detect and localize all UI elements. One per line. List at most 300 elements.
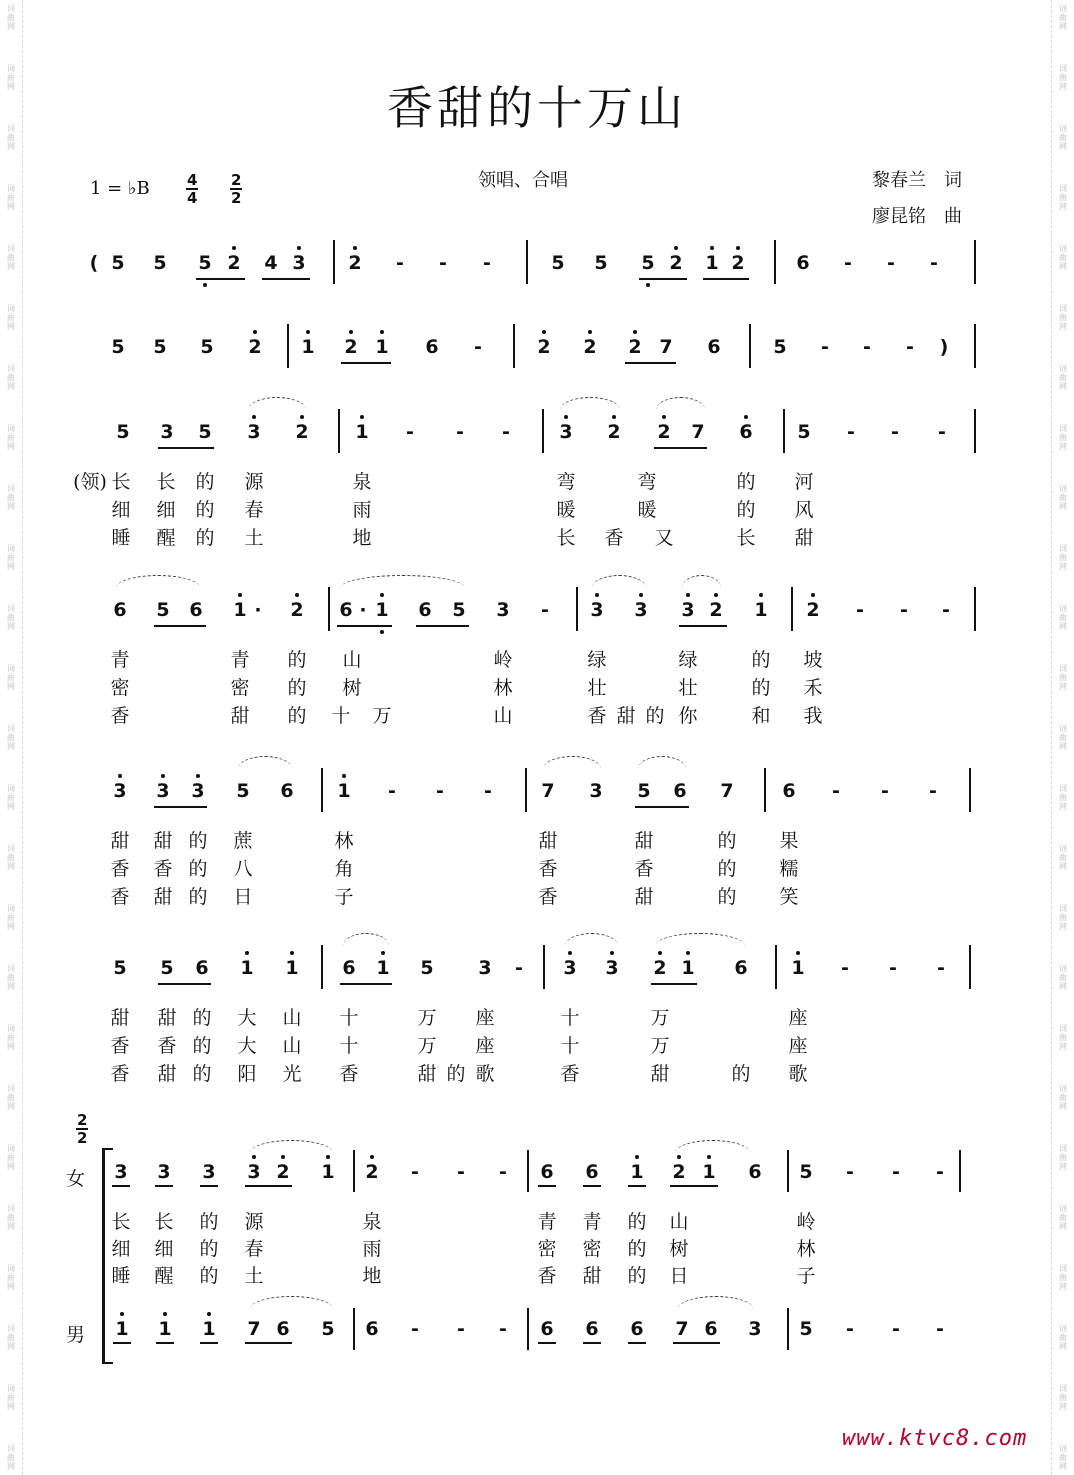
jianpu-note: · (359, 599, 367, 621)
jianpu-note: 6 (540, 1318, 554, 1340)
beam-underline (583, 1185, 601, 1187)
jianpu-note: 1 (681, 957, 695, 979)
side-watermark-text: 词 曲 网 (7, 4, 15, 31)
jianpu-note: 2 (657, 421, 671, 443)
octave-dot-above (639, 593, 643, 597)
jianpu-note: 6 (585, 1161, 599, 1183)
side-watermark-text: 词 曲 网 (7, 364, 15, 391)
jianpu-note: 5 (153, 336, 167, 358)
jianpu-note: - (889, 957, 897, 979)
bar-line (749, 324, 751, 368)
side-watermark-text: 词 曲 网 (7, 544, 15, 571)
lyric-char: 香 (634, 858, 654, 880)
beam-underline (158, 447, 214, 449)
octave-dot-above (610, 951, 614, 955)
side-watermark-text: 词 曲 网 (1059, 964, 1067, 991)
jianpu-note: 6 (796, 252, 810, 274)
octave-dot-above (588, 330, 592, 334)
octave-dot-above (714, 593, 718, 597)
lyric-char: 睡 (111, 527, 131, 549)
lyric-char: 春 (244, 499, 264, 521)
bar-line (787, 1150, 789, 1192)
octave-dot-above (736, 246, 740, 250)
lyric-char: 甜 (616, 705, 636, 727)
lyric-char: 香 (538, 886, 558, 908)
lyric-char: 青 (110, 649, 130, 671)
jianpu-note: 2 (653, 957, 667, 979)
jianpu-note: 6 (280, 780, 294, 802)
jianpu-note: 2 (607, 421, 621, 443)
lyric-char: 日 (233, 886, 253, 908)
jianpu-note: 2 (806, 599, 820, 621)
side-watermark-text: 词 曲 网 (7, 1324, 15, 1351)
jianpu-note: - (457, 1161, 465, 1183)
beam-underline (155, 1185, 173, 1187)
jianpu-note: 3 (748, 1318, 762, 1340)
jianpu-note: 6 (339, 599, 353, 621)
octave-dot-above (568, 951, 572, 955)
lyric-char: 大 (237, 1007, 257, 1029)
jianpu-note: 6 (365, 1318, 379, 1340)
jianpu-note: - (411, 1161, 419, 1183)
jianpu-note: 1 (375, 336, 389, 358)
jianpu-note: 7 (659, 336, 673, 358)
lyric-char: 的 (287, 677, 307, 699)
lyric-char: 香 (604, 527, 624, 549)
lyric-char: 十 (560, 1035, 580, 1057)
jianpu-note: - (891, 421, 899, 443)
lyric-char: 山 (282, 1035, 302, 1057)
octave-dot-above (662, 415, 666, 419)
beam-underline (262, 278, 310, 280)
bar-line (542, 409, 544, 453)
lyric-char: 甜 (157, 1063, 177, 1085)
bar-line (543, 945, 545, 989)
jianpu-note: - (439, 252, 447, 274)
lyric-char: 密 (537, 1238, 557, 1260)
bar-line (974, 409, 976, 453)
jianpu-note: 6 (585, 1318, 599, 1340)
side-watermark-text: 词 曲 网 (1059, 364, 1067, 391)
octave-dot-above (380, 593, 384, 597)
bar-line (525, 768, 527, 812)
lyric-char: 山 (342, 649, 362, 671)
side-watermark-text: 词 曲 网 (7, 904, 15, 931)
octave-dot-above (349, 330, 353, 334)
beam-underline (196, 278, 245, 280)
octave-dot-below (380, 630, 384, 634)
jianpu-note: 5 (156, 599, 170, 621)
jianpu-note: 1 (702, 1161, 716, 1183)
side-watermark-text: 词 曲 网 (1059, 664, 1067, 691)
jianpu-note: - (906, 336, 914, 358)
jianpu-note: 7 (720, 780, 734, 802)
lyric-char: 的 (627, 1265, 647, 1287)
jianpu-note: 5 (452, 599, 466, 621)
octave-dot-above (207, 1312, 211, 1316)
jianpu-note: · (254, 599, 262, 621)
octave-dot-above (370, 1155, 374, 1159)
octave-dot-above (707, 1155, 711, 1159)
lyric-char: 角 (334, 858, 354, 880)
lyric-char: 万 (650, 1007, 670, 1029)
octave-dot-above (120, 1312, 124, 1316)
lyric-char: 暖 (637, 499, 657, 521)
beam-underline (200, 1342, 218, 1344)
beam-underline (538, 1185, 556, 1187)
side-watermark-text: 词 曲 网 (7, 784, 15, 811)
jianpu-note: 4 (264, 252, 278, 274)
octave-dot-above (635, 1155, 639, 1159)
lyric-char: (领) (73, 471, 107, 493)
jianpu-note: 2 (709, 599, 723, 621)
bar-line (338, 409, 340, 453)
bar-line (787, 1308, 789, 1350)
lyric-char: 壮 (587, 677, 607, 699)
lyric-char: 歌 (788, 1063, 808, 1085)
octave-dot-above (612, 415, 616, 419)
bar-line (328, 587, 330, 631)
lyric-char: 泉 (362, 1211, 382, 1233)
jianpu-note: 2 (583, 336, 597, 358)
jianpu-note: - (938, 421, 946, 443)
jianpu-note: 1 (115, 1318, 129, 1340)
octave-dot-below (646, 283, 650, 287)
beam-underline (158, 983, 211, 985)
side-watermark-text: 词 曲 网 (1059, 244, 1067, 271)
jianpu-note: - (881, 780, 889, 802)
slur-mark (248, 397, 306, 410)
beam-underline (635, 806, 689, 808)
side-watermark-text: 词 曲 网 (1059, 904, 1067, 931)
lyric-char: 子 (334, 886, 354, 908)
composer-credit: 廖昆铭 曲 (872, 206, 962, 227)
side-watermark-text: 词 曲 网 (7, 1024, 15, 1051)
jianpu-note: 3 (160, 421, 174, 443)
beam-underline (156, 1342, 174, 1344)
chorus-time-signature: $\frac{2}{2}$ (77, 1111, 88, 1147)
side-watermark-text: 词 曲 网 (1059, 304, 1067, 331)
jianpu-note: 6 (418, 599, 432, 621)
slur-mark (543, 756, 601, 769)
octave-dot-above (326, 1155, 330, 1159)
lyric-char: 林 (796, 1238, 816, 1260)
lyric-char: 的 (192, 1035, 212, 1057)
lyric-char: 的 (188, 858, 208, 880)
beam-underline (628, 1185, 646, 1187)
lyric-char: 甜 (110, 1007, 130, 1029)
jianpu-note: 5 (420, 957, 434, 979)
beam-underline (673, 1342, 720, 1344)
lyric-char: 土 (244, 1265, 264, 1287)
lyric-char: 的 (192, 1063, 212, 1085)
lyric-char: 泉 (352, 471, 372, 493)
lyric-char: 万 (417, 1035, 437, 1057)
lyric-char: 树 (669, 1238, 689, 1260)
jianpu-note: 1 (158, 1318, 172, 1340)
jianpu-note: 5 (797, 421, 811, 443)
lyric-char: 土 (244, 527, 264, 549)
jianpu-note: 3 (563, 957, 577, 979)
side-watermark-text: 词 曲 网 (1059, 1324, 1067, 1351)
jianpu-note: 1 (321, 1161, 335, 1183)
side-watermark-text: 词 曲 网 (7, 1204, 15, 1231)
lyric-char: 的 (751, 677, 771, 699)
octave-dot-above (686, 951, 690, 955)
beam-underline (245, 1342, 292, 1344)
side-watermark-text: 词 曲 网 (1059, 64, 1067, 91)
lyric-char: 的 (627, 1211, 647, 1233)
bar-line (969, 945, 971, 989)
jianpu-note: 1 (375, 599, 389, 621)
side-watermark-text: 词 曲 网 (1059, 124, 1067, 151)
bar-line (287, 324, 289, 368)
lyric-char: 甜 (634, 830, 654, 852)
lyric-char: 的 (195, 527, 215, 549)
slur-mark (682, 575, 721, 588)
lyric-char: 甜 (634, 886, 654, 908)
jianpu-note: 3 (605, 957, 619, 979)
song-title: 香甜的十万山 (387, 81, 687, 135)
beam-underline (651, 983, 697, 985)
jianpu-note: 5 (111, 336, 125, 358)
octave-dot-above (297, 246, 301, 250)
lyric-char: 青 (582, 1211, 602, 1233)
side-watermark-text: 词 曲 网 (7, 964, 15, 991)
lyric-char: 甜 (538, 830, 558, 852)
octave-dot-above (677, 1155, 681, 1159)
lyric-char: 和 (751, 705, 771, 727)
side-watermark-text: 词 曲 网 (7, 844, 15, 871)
jianpu-note: - (856, 599, 864, 621)
lyric-char: 细 (111, 1238, 131, 1260)
jianpu-note: 3 (114, 1161, 128, 1183)
lyric-char: 弯 (637, 471, 657, 493)
jianpu-note: - (846, 1161, 854, 1183)
jianpu-note: 1 (285, 957, 299, 979)
side-watermark-text: 词 曲 网 (7, 244, 15, 271)
slur-mark (340, 575, 465, 588)
bar-line (774, 240, 776, 284)
jianpu-note: - (457, 1318, 465, 1340)
lyric-char: 青 (537, 1211, 557, 1233)
lyric-char: 甜 (650, 1063, 670, 1085)
octave-dot-above (564, 415, 568, 419)
jianpu-note: 1 (337, 780, 351, 802)
lyric-char: 睡 (111, 1265, 131, 1287)
jianpu-note: 6 (734, 957, 748, 979)
jianpu-note: 3 (559, 421, 573, 443)
jianpu-note: - (863, 336, 871, 358)
side-watermark-text: 词 曲 网 (7, 664, 15, 691)
jianpu-note: 7 (691, 421, 705, 443)
lyric-char: 香 (157, 1035, 177, 1057)
octave-dot-above (686, 593, 690, 597)
lyric-char: 的 (627, 1238, 647, 1260)
beam-underline (341, 362, 391, 364)
side-watermark-text: 词 曲 网 (1059, 544, 1067, 571)
lyric-char: 密 (230, 677, 250, 699)
bar-line (321, 768, 323, 812)
jianpu-note: - (846, 1318, 854, 1340)
lyric-char: 座 (788, 1035, 808, 1057)
side-watermark-text: 词 曲 网 (1059, 1444, 1067, 1471)
lyric-char: 岭 (796, 1211, 816, 1233)
lyric-char: 香 (110, 705, 130, 727)
lyric-char: 树 (342, 677, 362, 699)
jianpu-note: 5 (799, 1318, 813, 1340)
octave-dot-above (381, 951, 385, 955)
beam-underline (154, 625, 206, 627)
jianpu-note: - (502, 421, 510, 443)
jianpu-note: 5 (641, 252, 655, 274)
slur-mark (638, 756, 686, 769)
octave-dot-below (203, 283, 207, 287)
lyric-char: 林 (493, 677, 513, 699)
beam-underline (113, 1342, 131, 1344)
jianpu-note: 1 (202, 1318, 216, 1340)
octave-dot-above (633, 330, 637, 334)
lyric-char: 地 (362, 1265, 382, 1287)
jianpu-note: 5 (637, 780, 651, 802)
octave-dot-above (353, 246, 357, 250)
slur-mark (116, 575, 200, 588)
bar-line (783, 409, 785, 453)
side-watermark-text: 词 曲 网 (1059, 724, 1067, 751)
side-watermark-text: 词 曲 网 (7, 1084, 15, 1111)
lyric-char: 地 (352, 527, 372, 549)
slur-mark (250, 1296, 333, 1309)
lyric-char: 香 (153, 858, 173, 880)
side-watermark-text: 词 曲 网 (7, 124, 15, 151)
jianpu-note: 6 (276, 1318, 290, 1340)
jianpu-note: 3 (247, 1161, 261, 1183)
side-watermark-text: 词 曲 网 (1059, 484, 1067, 511)
jianpu-note: - (411, 1318, 419, 1340)
slur-mark (655, 933, 745, 946)
lyric-char: 日 (669, 1265, 689, 1287)
lyric-char: 的 (195, 499, 215, 521)
side-watermark-text: 词 曲 网 (7, 64, 15, 91)
jianpu-note: 1 (355, 421, 369, 443)
jianpu-note: 3 (478, 957, 492, 979)
lyric-char: 光 (282, 1063, 302, 1085)
side-watermark-text: 词 曲 网 (7, 1264, 15, 1291)
slur-mark (560, 397, 620, 410)
lyric-char: 雨 (352, 499, 372, 521)
lyric-char: 山 (493, 705, 513, 727)
jianpu-note: 1 (705, 252, 719, 274)
jianpu-note: 6 (782, 780, 796, 802)
octave-dot-above (811, 593, 815, 597)
lyric-char: 万 (650, 1035, 670, 1057)
lyric-char: 座 (475, 1035, 495, 1057)
side-watermark-text: 词 曲 网 (7, 604, 15, 631)
jianpu-note: - (936, 1318, 944, 1340)
beam-underline (679, 625, 727, 627)
jianpu-note: 5 (111, 252, 125, 274)
jianpu-note: 7 (247, 1318, 261, 1340)
jianpu-note: - (841, 957, 849, 979)
bar-line (513, 324, 515, 368)
jianpu-note: 6 (342, 957, 356, 979)
jianpu-note: ( (89, 252, 99, 274)
jianpu-note: 2 (365, 1161, 379, 1183)
jianpu-note: 2 (537, 336, 551, 358)
jianpu-note: - (844, 252, 852, 274)
side-watermark-text: 词 曲 网 (1059, 184, 1067, 211)
time-signature-2-2: $\frac{2}{2}$ (231, 171, 242, 207)
jianpu-note: 3 (292, 252, 306, 274)
bar-line (526, 240, 528, 284)
jianpu-note: - (847, 421, 855, 443)
jianpu-note: 3 (156, 780, 170, 802)
jianpu-note: - (484, 780, 492, 802)
lyric-char: 甜 (582, 1265, 602, 1287)
side-watermark-text: 词 曲 网 (1059, 844, 1067, 871)
jianpu-note: - (892, 1318, 900, 1340)
jianpu-note: 2 (344, 336, 358, 358)
jianpu-note: - (930, 252, 938, 274)
lyric-char: 的 (188, 830, 208, 852)
octave-dot-above (253, 330, 257, 334)
lyric-char: 你 (678, 705, 698, 727)
jianpu-note: - (499, 1318, 507, 1340)
lyric-char: 香 (560, 1063, 580, 1085)
lyric-char: 的 (446, 1063, 466, 1085)
jianpu-note: 1 (630, 1161, 644, 1183)
jianpu-note: 5 (153, 252, 167, 274)
octave-dot-above (245, 951, 249, 955)
lyric-char: 万 (417, 1007, 437, 1029)
jianpu-note: 6 (748, 1161, 762, 1183)
octave-dot-above (238, 593, 242, 597)
octave-dot-above (300, 415, 304, 419)
beam-underline (112, 1185, 130, 1187)
bar-line (791, 587, 793, 631)
lyric-char: 风 (794, 499, 814, 521)
side-watermark-text: 词 曲 网 (1059, 604, 1067, 631)
lyric-char: 的 (199, 1238, 219, 1260)
lyric-char: 的 (736, 499, 756, 521)
jianpu-note: - (929, 780, 937, 802)
jianpu-note: - (396, 252, 404, 274)
octave-dot-above (163, 1312, 167, 1316)
octave-dot-above (542, 330, 546, 334)
jianpu-note: - (541, 599, 549, 621)
beam-underline (639, 278, 687, 280)
lyric-char: 长 (111, 1211, 131, 1233)
beam-underline (538, 1342, 556, 1344)
lyric-char: 绿 (587, 649, 607, 671)
octave-dot-above (232, 246, 236, 250)
lyric-char: 岭 (493, 649, 513, 671)
lyric-char: 的 (717, 886, 737, 908)
jianpu-note: - (937, 957, 945, 979)
lyric-char: 十 (331, 705, 351, 727)
lyric-char: 的 (188, 886, 208, 908)
lyric-char: 壮 (678, 677, 698, 699)
jianpu-note: 3 (247, 421, 261, 443)
lyric-char: 香 (587, 705, 607, 727)
octave-dot-above (595, 593, 599, 597)
jianpu-note: - (832, 780, 840, 802)
lyric-char: 细 (111, 499, 131, 521)
jianpu-note: 5 (200, 336, 214, 358)
jianpu-note: 1 (233, 599, 247, 621)
lyric-char: 十 (339, 1035, 359, 1057)
jianpu-note: - (456, 421, 464, 443)
